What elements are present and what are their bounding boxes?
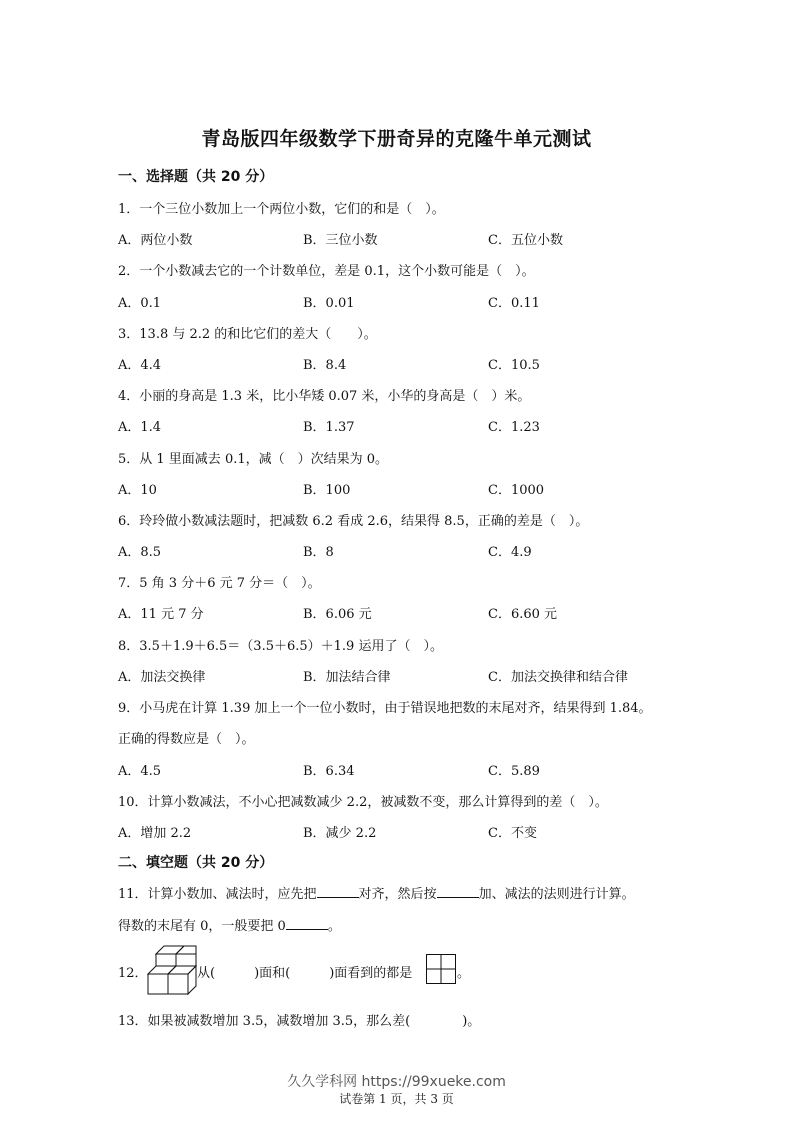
q7-option-c: C．6.60 元 [488,607,558,622]
q3-option-c: C．10.5 [488,358,540,373]
q4-option-c: C．1.23 [488,420,540,435]
q11-text-d: 得数的末尾有 0，一般要把 0 [118,919,286,934]
question-12-text: 从( )面和( )面看到的都是 [197,966,413,981]
q2-option-a: A．0.1 [118,296,162,311]
q5-option-c: C．1000 [488,483,545,498]
q11-text-a: 11．计算小数加、减法时，应先把 [118,887,317,902]
question-2: 2．一个小数减去它的一个计数单位，差是 0.1，这个小数可能是（ ）。 [118,264,535,279]
question-7: 7．5 角 3 分＋6 元 7 分＝（ ）。 [118,576,321,591]
q10-option-c: C．不变 [488,826,537,841]
q7-option-a: A．11 元 7 分 [118,607,204,622]
section-heading-fill: 二、填空题（共 20 分） [118,855,274,871]
q1-option-b: B．三位小数 [303,233,378,248]
q8-option-b: B．加法结合律 [303,670,391,685]
q1-option-c: C．五位小数 [488,233,563,248]
question-11-line-2 [118,915,341,934]
q4-option-a: A．1.4 [118,420,162,435]
question-9: 9．小马虎在计算 1.39 加上一个一位小数时，由于错误地把数的末尾对齐，结果得到 1.84。 [118,701,652,716]
page-title: 青岛版四年级数学下册奇异的克隆牛单元测试 [201,128,592,150]
q9-option-b: B．6.34 [303,764,355,779]
q11-text-c: 加、减法的法则进行计算。 [478,887,635,902]
q2-option-b: B．0.01 [303,296,355,311]
q8-option-a: A．加法交换律 [118,670,206,685]
question-12-end: 。 [457,966,471,981]
q4-option-b: B．1.37 [303,420,355,435]
q6-option-b: B．8 [303,545,334,560]
q5-option-b: B．100 [303,483,351,498]
question-6: 6．玲玲做小数减法题时，把减数 6.2 看成 2.6，结果得 8.5，正确的差是（ ）。 [118,514,589,529]
q10-option-a: A．增加 2.2 [118,826,192,841]
q9-option-c: C．5.89 [488,764,540,779]
q6-option-c: C．4.9 [488,545,532,560]
q3-option-b: B．8.4 [303,358,347,373]
section-heading-choice: 一、选择题（共 20 分） [118,169,274,185]
question-11 [118,883,635,902]
question-5: 5．从 1 里面减去 0.1，减（ ）次结果为 0。 [118,452,389,467]
q5-option-a: A．10 [118,483,157,498]
q11-text-b: 对齐，然后按 [358,887,437,902]
watermark: 久久学科网 https://99xueke.com [287,1074,506,1090]
answer-blank-2[interactable] [437,885,479,898]
question-9-line-2: 正确的得数应是（ ）。 [118,732,255,747]
q1-option-a: A．两位小数 [118,233,193,248]
q7-option-b: B．6.06 元 [303,607,372,622]
question-4: 4．小丽的身高是 1.3 米，比小华矮 0.07 米，小华的身高是（ ）米。 [118,389,531,404]
question-1: 1．一个三位小数加上一个两位小数，它们的和是（ ）。 [118,202,445,217]
q8-option-c: C．加法交换律和结合律 [488,670,628,685]
q9-option-a: A．4.5 [118,764,162,779]
q2-option-c: C．0.11 [488,296,540,311]
q10-option-b: B．减少 2.2 [303,826,377,841]
question-12-number: 12． [118,966,148,981]
view-grid-figure [426,954,456,984]
question-8: 8．3.5＋1.9＋6.5＝（3.5＋6.5）＋1.9 运用了（ ）。 [118,639,443,654]
page-number: 试卷第 1 页，共 3 页 [339,1092,454,1106]
question-10: 10．计算小数减法，不小心把减数减少 2.2，被减数不变，那么计算得到的差（ ）。 [118,795,608,810]
answer-blank-1[interactable] [317,885,359,898]
answer-blank-3[interactable] [286,917,328,930]
q6-option-a: A．8.5 [118,545,162,560]
q3-option-a: A．4.4 [118,358,162,373]
q11-text-e: 。 [327,919,341,934]
question-3: 3．13.8 与 2.2 的和比它们的差大（ ）。 [118,327,377,342]
cube-stack-figure [146,944,198,996]
question-13: 13．如果被减数增加 3.5，减数增加 3.5，那么差( )。 [118,1014,481,1029]
